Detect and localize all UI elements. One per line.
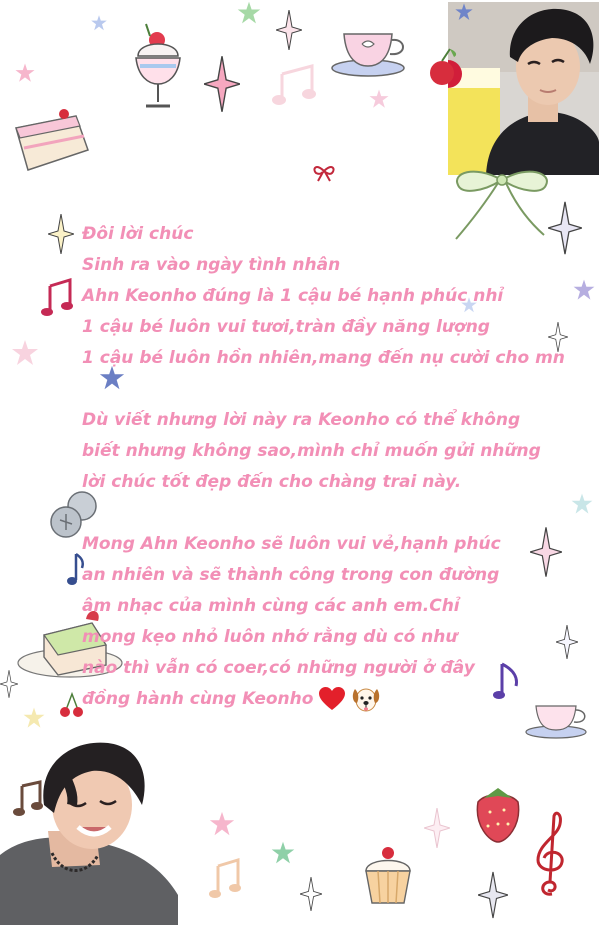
message-line: an nhiên và sẽ thành công trong con đường bbox=[82, 565, 500, 585]
music-note-icon bbox=[270, 64, 320, 106]
message-line: nào thì vẫn có coer,có những người ở đây bbox=[82, 658, 475, 678]
sparkle-icon bbox=[276, 10, 302, 50]
music-note-icon bbox=[12, 780, 46, 820]
message-line: 1 cậu bé luôn hồn nhiên,mang đến nụ cười cho mn bbox=[82, 348, 565, 368]
treble-clef-icon bbox=[532, 810, 568, 898]
sparkle-icon bbox=[478, 868, 508, 922]
message-line: Dù viết nhưng lời này ra Keonho có thể không bbox=[82, 410, 521, 430]
star-sticker-icon bbox=[234, 0, 264, 26]
portrait-photo-top bbox=[448, 2, 599, 175]
sundae-icon bbox=[128, 18, 188, 113]
bow-ribbon-icon bbox=[312, 163, 336, 183]
cake-slice-icon bbox=[10, 108, 95, 188]
message-line: mong kẹo nhỏ luôn nhớ rằng dù có như bbox=[82, 627, 458, 647]
message-line: 1 cậu bé luôn vui tươi,tràn đầy năng lượng bbox=[82, 317, 490, 337]
message-text bbox=[82, 219, 592, 715]
sparkle-icon bbox=[300, 874, 322, 914]
sparkle-icon bbox=[48, 214, 74, 254]
strawberry-icon bbox=[470, 782, 526, 844]
puppy-emoji-icon bbox=[351, 685, 381, 713]
sparkle-icon bbox=[204, 54, 240, 114]
teacup-icon bbox=[328, 22, 413, 80]
message-closing-line bbox=[82, 684, 592, 715]
cherry-icon bbox=[424, 45, 464, 90]
message-line: biết nhưng không sao,mình chỉ muốn gửi những bbox=[82, 441, 541, 461]
sparkle-icon bbox=[0, 670, 18, 698]
message-line: đồng hành cùng Keonho bbox=[82, 689, 314, 709]
message-line: Ahn Keonho đúng là 1 cậu bé hạnh phúc nhỉ bbox=[82, 286, 504, 306]
portrait-photo-bottom bbox=[0, 735, 178, 925]
music-note-icon bbox=[208, 858, 244, 900]
message-line: Sinh ra vào ngày tình nhân bbox=[82, 255, 341, 275]
star-sticker-icon bbox=[10, 338, 40, 368]
cupcake-icon bbox=[360, 845, 416, 907]
cherry-icon bbox=[58, 690, 84, 720]
star-sticker-icon bbox=[368, 88, 390, 110]
message-line: Mong Ahn Keonho sẽ luôn vui vẻ,hạnh phúc bbox=[82, 534, 501, 554]
heart-emoji-icon bbox=[319, 687, 345, 711]
message-title: Đôi lời chúc bbox=[82, 224, 194, 244]
star-sticker-icon bbox=[14, 62, 36, 84]
music-note-icon bbox=[40, 278, 76, 318]
star-sticker-icon bbox=[454, 0, 474, 24]
message-line: lời chúc tốt đẹp đến cho chàng trai này. bbox=[82, 472, 462, 492]
star-sticker-icon bbox=[22, 706, 46, 730]
sparkle-icon bbox=[424, 808, 450, 848]
star-sticker-icon bbox=[270, 840, 296, 866]
message-line: âm nhạc của mình cùng các anh em.Chỉ bbox=[82, 596, 460, 616]
star-sticker-icon bbox=[90, 14, 108, 32]
star-sticker-icon bbox=[208, 810, 236, 838]
